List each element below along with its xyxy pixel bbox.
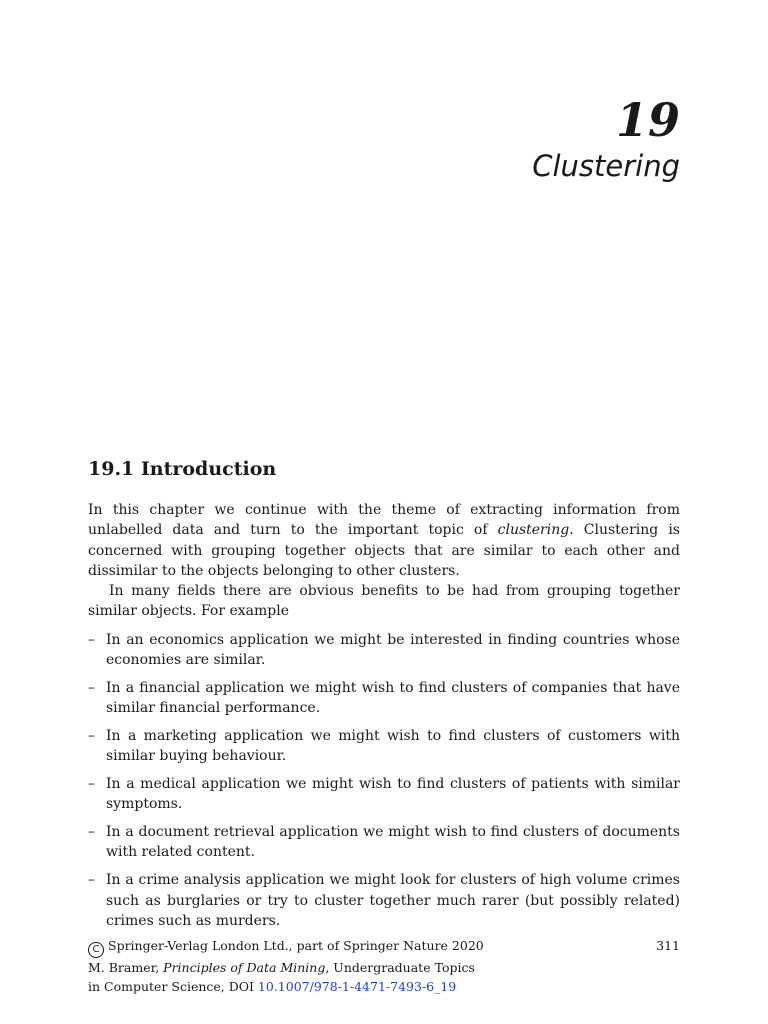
copyright-text: Springer-Verlag London Ltd., part of Springer Nature 2020 [108, 938, 484, 953]
dash-bullet: – [88, 631, 95, 648]
list-item-text: In an economics application we might be interested in finding countries whose economies are similar. [106, 631, 680, 669]
dash-bullet: – [88, 776, 95, 793]
list-item-text: In a crime analysis application we might look for clusters of high volume crimes such as burglaries or try to cluster together much rarer (but possibly related) crimes such as murders. [106, 872, 680, 929]
list-item [88, 822, 680, 863]
list-item [88, 870, 680, 931]
list-item [88, 726, 680, 767]
list-item [88, 774, 680, 815]
doi-link[interactable]: 10.1007/978-1-4471-7493-6_19 [257, 979, 457, 994]
dash-bullet: – [88, 679, 95, 696]
list-item-text: In a medical application we might wish to find clusters of patients with similar symptoms. [106, 776, 680, 813]
author: M. Bramer, [88, 960, 164, 975]
list-item-text: In a marketing application we might wish to find clusters of customers with similar buying behaviour. [106, 727, 680, 765]
section-heading: 19.1 Introduction [88, 458, 277, 480]
benefits-paragraph: In many fields there are obvious benefits to be had from grouping together similar objects. For example [88, 583, 680, 620]
examples-list [88, 630, 680, 931]
series-text: , Undergraduate Topics [325, 960, 475, 975]
clustering-term: clustering [497, 522, 570, 539]
list-item [88, 630, 680, 671]
footer-citation [88, 936, 484, 996]
chapter-number: 19 [615, 93, 680, 147]
dash-bullet: – [88, 824, 95, 841]
dash-bullet: – [88, 727, 95, 744]
page-number: 311 [656, 938, 680, 953]
dash-bullet: – [88, 872, 95, 889]
list-item [88, 678, 680, 719]
copyright-icon: C [88, 942, 104, 958]
intro-text-start: In this chapter we continue with the theme of extracting information from unlabelled data and turn to the important topic of [88, 502, 680, 539]
footer-line-1 [88, 936, 484, 958]
list-item-text: In a document retrieval application we might wish to find clusters of documents with related content. [106, 824, 680, 861]
footer-line-3 [88, 977, 484, 996]
series-continued: in Computer Science, DOI [88, 979, 258, 994]
chapter-title: Clustering [532, 149, 680, 183]
body-text [88, 500, 680, 939]
footer-line-2 [88, 958, 484, 977]
intro-paragraph [88, 500, 680, 581]
book-title: Principles of Data Mining [163, 960, 326, 975]
list-item-text: In a financial application we might wish to find clusters of companies that have similar financial performance. [106, 679, 680, 717]
intro-text-end: . Clustering is concerned with grouping together objects that are similar to each other and dissimilar to the objects belonging to other clusters. [88, 522, 680, 579]
